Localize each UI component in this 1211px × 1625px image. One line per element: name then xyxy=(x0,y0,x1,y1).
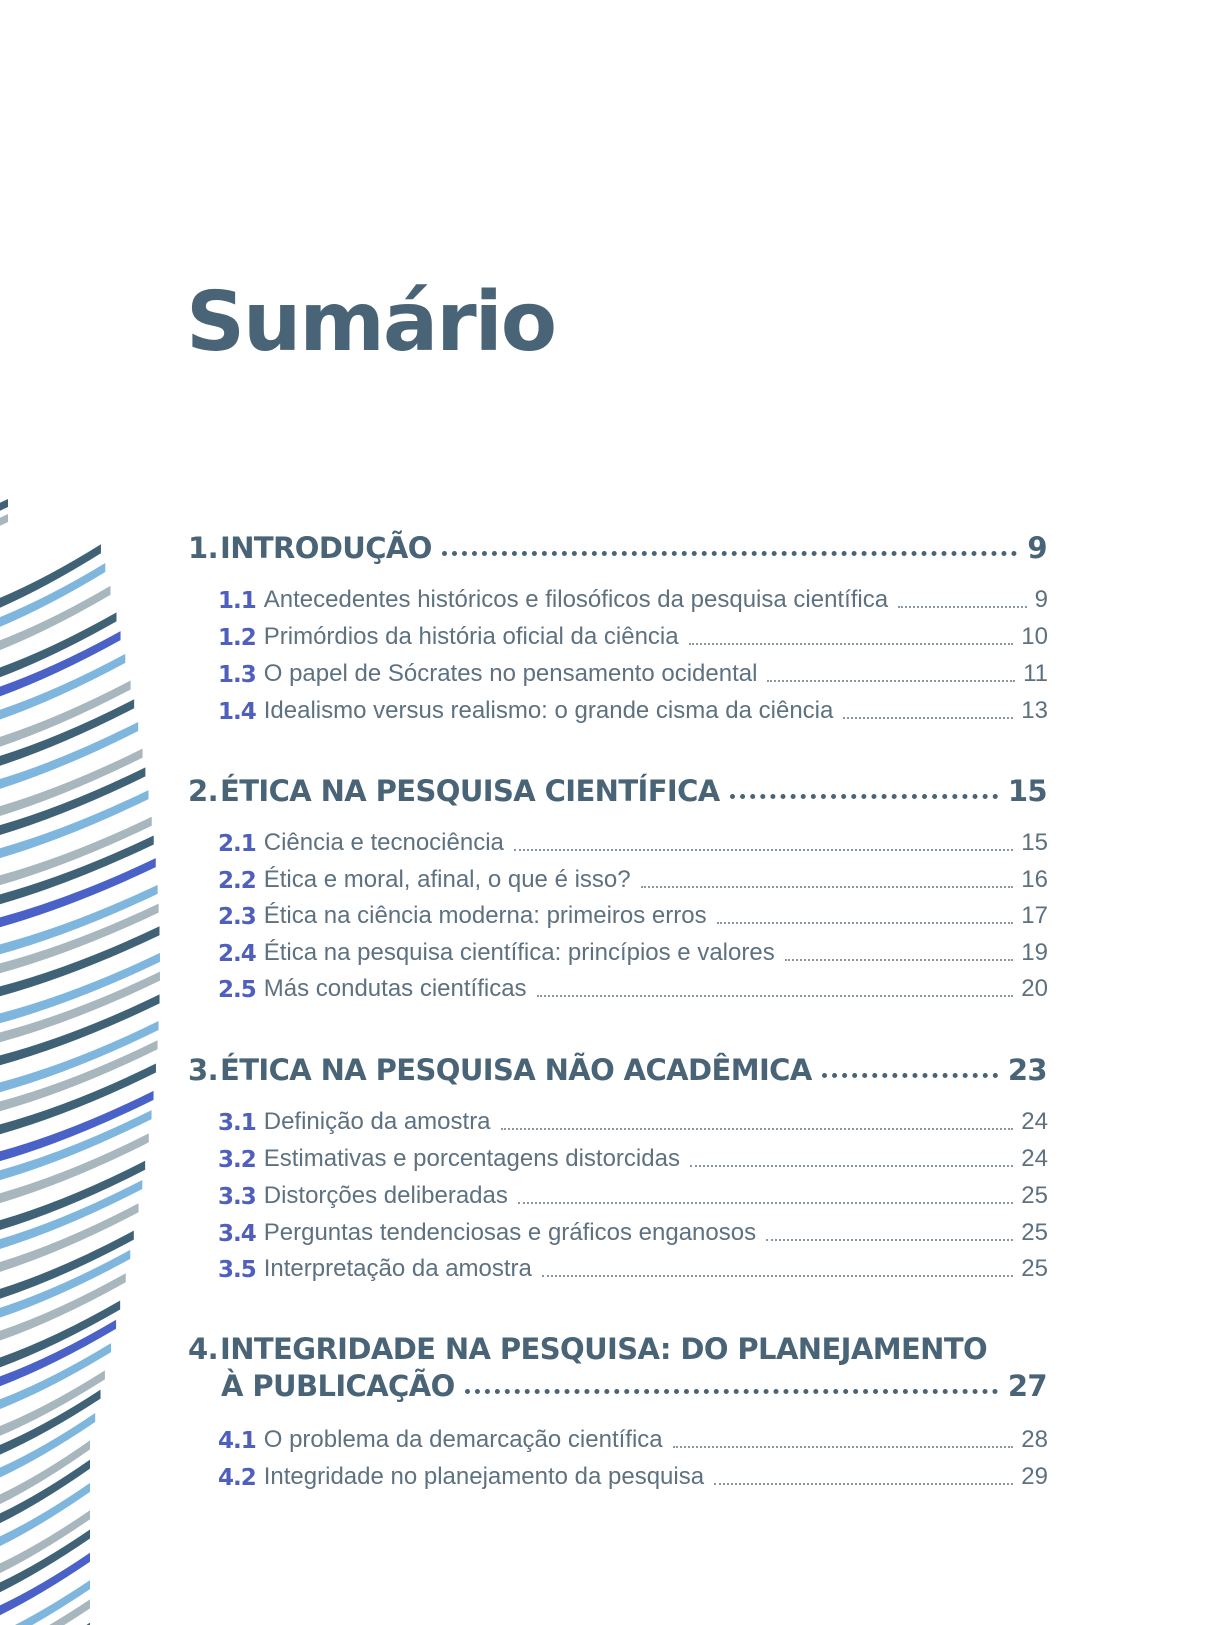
section-number: 4.2 xyxy=(218,1465,256,1491)
chapter-page: 27 xyxy=(1007,1369,1047,1403)
section-title: Distorções deliberadas xyxy=(263,1182,508,1209)
dotted-leader xyxy=(537,995,1014,997)
section-title: O papel de Sócrates no pensamento ocidental xyxy=(263,660,758,687)
chapter-title-line2: À PUBLICAÇÃO xyxy=(221,1369,455,1403)
toc-section-3-5[interactable] xyxy=(218,1253,1048,1283)
toc-section-1-1[interactable] xyxy=(218,584,1048,614)
dotted-leader xyxy=(641,886,1014,888)
toc-chapter-4-continued[interactable] xyxy=(219,1363,1047,1403)
section-number: 2.2 xyxy=(218,868,256,894)
section-page: 15 xyxy=(1021,829,1048,856)
section-page: 9 xyxy=(1034,586,1048,613)
chapter-page: 23 xyxy=(1007,1053,1047,1087)
chapter-page: 9 xyxy=(1027,531,1047,565)
dotted-leader xyxy=(673,1446,1014,1448)
toc-section-4-2[interactable] xyxy=(218,1461,1048,1491)
section-page: 16 xyxy=(1021,866,1048,893)
section-page: 11 xyxy=(1023,660,1048,687)
section-page: 25 xyxy=(1021,1255,1048,1282)
dotted-leader xyxy=(518,1202,1013,1204)
section-title: Interpretação da amostra xyxy=(263,1255,532,1282)
chapter-title: INTRODUÇÃO xyxy=(220,531,432,565)
dotted-leader xyxy=(730,794,998,799)
section-title: Ética e moral, afinal, o que é isso? xyxy=(263,866,631,893)
section-number: 1.2 xyxy=(218,625,256,651)
section-title: Integridade no planejamento da pesquisa xyxy=(263,1463,705,1490)
section-title: Definição da amostra xyxy=(263,1108,491,1135)
toc-section-4-1[interactable] xyxy=(218,1424,1048,1454)
section-title: Primórdios da história oficial da ciência xyxy=(263,623,679,650)
section-number: 3.5 xyxy=(218,1257,256,1283)
toc-section-3-1[interactable] xyxy=(218,1106,1048,1136)
section-number: 2.3 xyxy=(218,904,256,930)
section-number: 3.3 xyxy=(218,1184,256,1210)
section-page: 20 xyxy=(1021,975,1048,1002)
toc-chapter-3[interactable] xyxy=(188,1047,1047,1087)
section-page: 29 xyxy=(1021,1463,1048,1490)
dotted-leader xyxy=(501,1128,1014,1130)
section-title: Ética na pesquisa científica: princípios e valores xyxy=(263,939,775,966)
toc-chapter-4[interactable] xyxy=(188,1326,1047,1366)
chapter-number: 3. xyxy=(188,1053,218,1087)
chapter-number: 4. xyxy=(188,1332,218,1366)
dotted-leader xyxy=(717,922,1014,924)
dotted-leader xyxy=(689,643,1014,645)
section-number: 2.1 xyxy=(218,831,256,857)
dotted-leader xyxy=(465,1389,998,1394)
chapter-number: 1. xyxy=(188,531,218,565)
section-title: Idealismo versus realismo: o grande cisma da ciência xyxy=(263,697,834,724)
section-title: O problema da demarcação científica xyxy=(263,1426,663,1453)
toc-section-2-2[interactable] xyxy=(218,864,1048,894)
section-number: 4.1 xyxy=(218,1428,256,1454)
chapter-page: 15 xyxy=(1007,774,1047,808)
toc-section-3-3[interactable] xyxy=(218,1180,1048,1210)
section-title: Estimativas e porcentagens distorcidas xyxy=(263,1145,680,1172)
chapter-number: 2. xyxy=(188,774,218,808)
section-number: 3.4 xyxy=(218,1221,256,1247)
dotted-leader xyxy=(514,849,1013,851)
toc-section-2-4[interactable] xyxy=(218,937,1048,967)
section-title: Perguntas tendenciosas e gráficos enganosos xyxy=(263,1219,757,1246)
section-number: 2.4 xyxy=(218,941,256,967)
dotted-leader xyxy=(442,551,1018,556)
dotted-leader xyxy=(766,1239,1013,1241)
chapter-title-line1: INTEGRIDADE NA PESQUISA: DO PLANEJAMENTO xyxy=(220,1332,988,1366)
toc-section-3-2[interactable] xyxy=(218,1143,1048,1173)
section-page: 25 xyxy=(1021,1182,1048,1209)
section-number: 1.3 xyxy=(218,662,256,688)
section-page: 28 xyxy=(1021,1426,1048,1453)
toc-section-2-1[interactable] xyxy=(218,827,1048,857)
section-number: 1.1 xyxy=(218,588,256,614)
toc-section-1-4[interactable] xyxy=(218,695,1048,725)
toc-section-1-3[interactable] xyxy=(218,658,1048,688)
section-page: 24 xyxy=(1021,1108,1048,1135)
section-title: Antecedentes históricos e filosóficos da pesquisa científica xyxy=(263,586,889,613)
section-title: Más condutas científicas xyxy=(263,975,527,1002)
dotted-leader xyxy=(785,959,1014,961)
dotted-leader xyxy=(767,680,1015,682)
dotted-leader xyxy=(822,1073,998,1078)
dotted-leader xyxy=(690,1165,1013,1167)
section-title: Ética na ciência moderna: primeiros erros xyxy=(263,902,707,929)
section-number: 1.4 xyxy=(218,699,256,725)
toc-section-2-5[interactable] xyxy=(218,973,1048,1003)
dotted-leader xyxy=(714,1483,1013,1485)
toc-chapter-1[interactable] xyxy=(188,525,1047,565)
chapter-title: ÉTICA NA PESQUISA NÃO ACADÊMICA xyxy=(220,1053,812,1087)
page-title: Sumário xyxy=(186,275,556,370)
toc-section-2-3[interactable] xyxy=(218,900,1048,930)
dotted-leader xyxy=(898,606,1027,608)
toc-section-3-4[interactable] xyxy=(218,1217,1048,1247)
section-page: 17 xyxy=(1021,902,1048,929)
section-number: 3.1 xyxy=(218,1110,256,1136)
section-title: Ciência e tecnociência xyxy=(263,829,504,856)
toc-chapter-2[interactable] xyxy=(188,768,1047,808)
chapter-title: ÉTICA NA PESQUISA CIENTÍFICA xyxy=(220,774,720,808)
section-number: 2.5 xyxy=(218,977,256,1003)
toc-section-1-2[interactable] xyxy=(218,621,1048,651)
section-number: 3.2 xyxy=(218,1147,256,1173)
section-page: 13 xyxy=(1021,697,1048,724)
section-page: 10 xyxy=(1021,623,1048,650)
dotted-leader xyxy=(843,717,1013,719)
section-page: 25 xyxy=(1021,1219,1048,1246)
section-page: 24 xyxy=(1021,1145,1048,1172)
dotted-leader xyxy=(542,1275,1013,1277)
section-page: 19 xyxy=(1021,939,1048,966)
